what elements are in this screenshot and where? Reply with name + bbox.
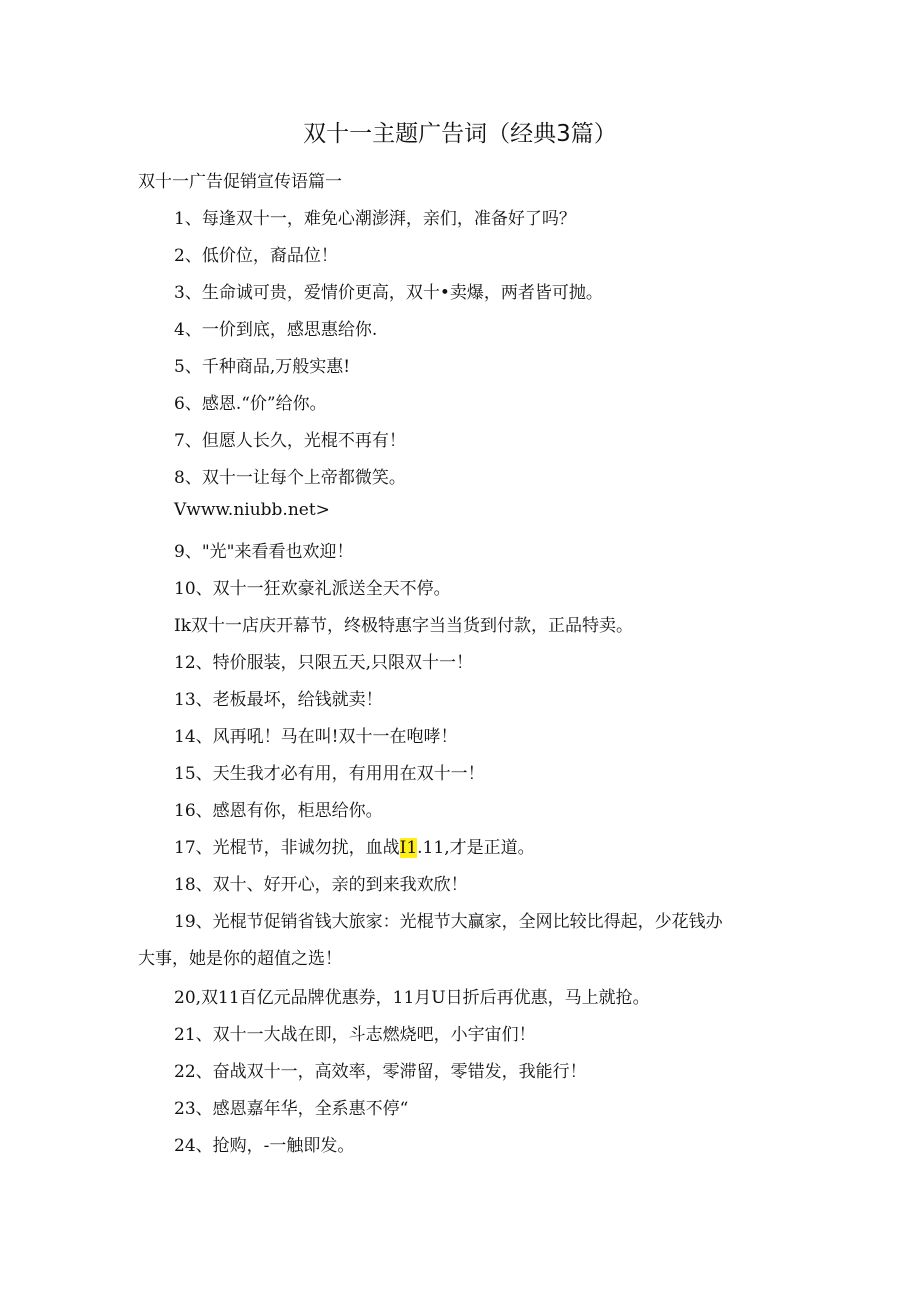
- list-item: 5、千种商品,万般实惠!: [174, 357, 351, 377]
- section-heading: 双十一广告促销宣传语篇一: [138, 172, 342, 192]
- list-item: 9、"光"来看看也欢迎！: [174, 542, 354, 562]
- list-item: 3、生命诚可贵，爱情价更高，双十•卖爆，两者皆可抛。: [174, 283, 603, 303]
- list-item: 2、低价位，裔品位！: [174, 246, 338, 266]
- highlighted-text: I1: [399, 838, 418, 858]
- list-item: 21、双十一大战在即，斗志燃烧吧，小宇宙们！: [174, 1025, 536, 1045]
- list-item: 6、感恩.“价”给你。: [174, 394, 327, 414]
- list-item: 4、一价到底，感思惠给你.: [174, 320, 378, 340]
- list-item: 24、抢购，-一触即发。: [174, 1136, 355, 1156]
- item-text-before: 17、光棍节，非诚勿扰，血战: [174, 838, 400, 858]
- list-item: 7、但愿人长久，光棍不再有！: [174, 431, 406, 451]
- list-item: 20,双11百亿元品牌优惠券，11月U日折后再优惠，马上就抢。: [174, 988, 650, 1008]
- list-item-continuation: 大事，她是你的超值之选！: [138, 949, 342, 969]
- list-item: 8、双十一让每个上帝都微笑。: [174, 468, 406, 488]
- list-item: 15、天生我才必有用，有用用在双十一！: [174, 764, 485, 784]
- url-line: Vwww.niubb.net>: [174, 500, 330, 520]
- list-item: Ik双十一店庆开幕节，终极特惠字当当货到付款，正品特卖。: [174, 616, 634, 636]
- list-item: 1、每逢双十一，难免心潮澎湃，亲们，准备好了吗？: [174, 209, 576, 229]
- list-item: 18、双十、好开心，亲的到来我欢欣！: [174, 875, 468, 895]
- list-item: 12、特价服装，只限五天,只限双十一！: [174, 653, 474, 673]
- list-item: 19、光棍节促销省钱大旅家：光棍节大赢家，全网比较比得起，少花钱办: [174, 912, 723, 932]
- item-text-after: .11,才是正道。: [417, 838, 535, 858]
- list-item: 13、老板最坏，给钱就卖！: [174, 690, 383, 710]
- list-item: 23、感恩嘉年华，全系惠不停“: [174, 1099, 409, 1119]
- list-item: 22、奋战双十一，高效率，零滞留，零错发，我能行！: [174, 1062, 587, 1082]
- list-item: 10、双十一狂欢豪礼派送全天不停。: [174, 579, 451, 599]
- list-item: 16、感恩有你，柜思给你。: [174, 801, 383, 821]
- list-item: 14、风再吼！马在叫!双十一在咆哮！: [174, 727, 458, 747]
- list-item: [174, 833, 535, 858]
- document-title: 双十一主题广告词（经典3篇）: [303, 121, 617, 147]
